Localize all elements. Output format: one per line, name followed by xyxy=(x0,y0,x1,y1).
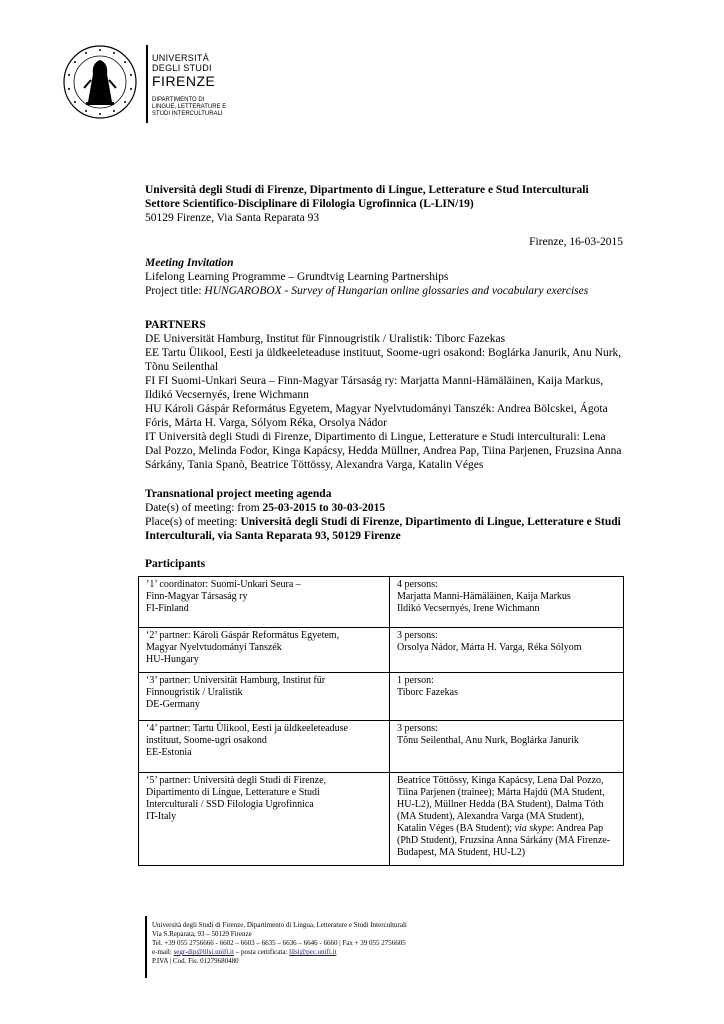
partner-entry: EE Tartu Ülikool, Eesti ja üldkeeleteaduse instituut, Soome-ugri osakond: Boglárka Janurik, Anu Nurk, Tõnu Seilenthal xyxy=(145,347,622,373)
sender-address xyxy=(145,183,623,225)
persons-cell: 4 persons: Marjatta Manni-Hämäläinen, Kaija Markus Ildikó Vecsernyés, Irene Wichmann xyxy=(390,577,624,628)
partner-cell: ‘4’ partner: Tartu Ülikool, Eesti ja üldkeeleteaduse instituut, Soome-ugri osakond EE-Estonia xyxy=(139,721,390,773)
email-link[interactable]: segr-dip@lilsi.unifi.it xyxy=(173,948,234,956)
table-row xyxy=(139,673,624,721)
sender-sector: Settore Scientifico-Disciplinare di Filologia Ugrofinnica (L-LIN/19) xyxy=(145,198,474,210)
page-footer xyxy=(152,921,407,966)
letter-date: Firenze, 16-03-2015 xyxy=(529,236,623,248)
partner-entry: HU Károli Gáspár Református Egyetem, Magyar Nyelvtudományi Tanszék: Andrea Bölcskei, Ágota Fóris, Márta H. Varga, Sólyom Réka, Orsolya Nádor xyxy=(145,403,608,429)
invitation-title: Meeting Invitation xyxy=(145,257,234,269)
partners-section xyxy=(145,318,623,472)
agenda-section xyxy=(145,487,623,543)
partner-cell: ‘3’ partner: Universität Hamburg, Institut für Finnougristik / Uralistik DE-Germany xyxy=(139,673,390,721)
agenda-heading: Transnational project meeting agenda xyxy=(145,488,332,500)
table-row xyxy=(139,628,624,673)
partner-cell: ‘5’ partner: Università degli Studi di Firenze, Dipartimento di Lingue, Letterature e Studi Interculturali / SSD Filologia Ugrofinnica IT-Italy xyxy=(139,773,390,866)
partner-entry: IT Università degli Studi di Firenze, Dipartimento di Lingue, Letterature e Studi interculturali: Lena Dal Pozzo, Melinda Fodor, Kinga Kapácsy, Hedda Müllner, Andrea Pap, Tiina Parjenen, Fruzsina Anna Sárkány, Tania Spanò, Beatrice Töttössy, Alexandra Varga, Katalin Véges xyxy=(145,431,622,471)
sender-institution: Università degli Studi di Firenze, Dipartmento di Lingue, Letterature e Stud Interculturali xyxy=(145,184,589,196)
footer-vat: P.IVA | Cod. Fis. 01279680480 xyxy=(152,957,239,965)
university-seal-logo xyxy=(62,44,138,120)
table-row xyxy=(139,577,624,628)
partner-entry: FI FI Suomi-Unkari Seura – Finn-Magyar Társaság ry: Marjatta Manni-Hämäläinen, Kaija Markus, Ildikó Vecsernyés, Irene Wichmann xyxy=(145,375,604,401)
footer-email-line: e-mail: segr-dip@lilsi.unifi.it – posta certificata: lilsi@pec.unifi.it xyxy=(152,948,337,956)
project-title-line: Project title: HUNGAROBOX - Survey of Hungarian online glossaries and vocabulary exercises xyxy=(145,285,589,297)
partner-cell: ‘2’ partner: Károli Gáspár Református Egyetem, Magyar Nyelvtudományi Tanszék HU-Hungary xyxy=(139,628,390,673)
footer-address: Via S.Reparata, 93 – 50129 Firenze xyxy=(152,930,252,938)
persons-cell: 3 persons: Orsolya Nádor, Márta H. Varga, Réka Sólyom xyxy=(390,628,624,673)
table-row xyxy=(139,721,624,773)
partner-cell: ’1’ coordinator: Suomi-Unkari Seura – Finn-Magyar Társaság ry FI-Finland xyxy=(139,577,390,628)
partner-entry: DE Universität Hamburg, Institut für Finnougristik / Uralistik: Tiborc Fazekas xyxy=(145,333,506,345)
university-name: UNIVERSITÀ DEGLI STUDI xyxy=(152,53,212,73)
project-title: HUNGAROBOX - Survey of Hungarian online glossaries and vocabulary exercises xyxy=(204,285,589,297)
persons-cell: 3 persons: Tõnu Seilenthal, Anu Nurk, Boglárka Janurik xyxy=(390,721,624,773)
partners-heading: PARTNERS xyxy=(145,319,206,331)
meeting-place: Place(s) of meeting: Università degli Studi di Firenze, Dipartimento di Lingue, Letterature e Studi Interculturali, via Santa Reparata 93, 50129 Firenze xyxy=(145,516,621,542)
persons-cell: Beatrice Töttössy, Kinga Kapácsy, Lena Dal Pozzo, Tiina Parjenen (trainee); Márta Hajdú (MA Student, HU-L2), Müllner Hedda (BA Student), Dalma Tóth (MA Student), Alexandra Varga (MA Student), Katalin Véges (BA Student); via skype: Andrea Pap (PhD Student), Fruzsina Anna Sárkány (MA Firenze-Budapest, MA Student, HU-L2) xyxy=(390,773,624,866)
sender-street: 50129 Firenze, Via Santa Reparata 93 xyxy=(145,212,320,224)
pec-email-link[interactable]: lilsi@pec.unifi.it xyxy=(289,948,337,956)
persons-cell: 1 person: Tiborc Fazekas xyxy=(390,673,624,721)
footer-institution: Università degli Studi di Firenze, Dipartimento di Lingua, Letterature e Studi Interculturali xyxy=(152,921,407,929)
footer-phone: Tel. +39 055 2756666 - 6602 – 6603 – 6635 – 6636 – 6646 - 6660 | Fax + 39 055 2756605 xyxy=(152,939,406,947)
participants-table xyxy=(138,576,624,866)
meeting-invitation xyxy=(145,256,623,298)
meeting-dates: Date(s) of meeting: from 25-03-2015 to 30-03-2015 xyxy=(145,502,386,514)
programme-line: Lifelong Learning Programme – Grundtvig Learning Partnerships xyxy=(145,271,449,283)
university-city: FIRENZE xyxy=(152,73,216,89)
participants-heading: Participants xyxy=(145,558,206,570)
letterhead-divider xyxy=(146,45,148,123)
footer-divider xyxy=(145,916,147,978)
table-row xyxy=(139,773,624,866)
department-name: DIPARTIMENTO DI LINGUE, LETTERATURE E STUDI INTERCULTURALI xyxy=(152,97,227,117)
